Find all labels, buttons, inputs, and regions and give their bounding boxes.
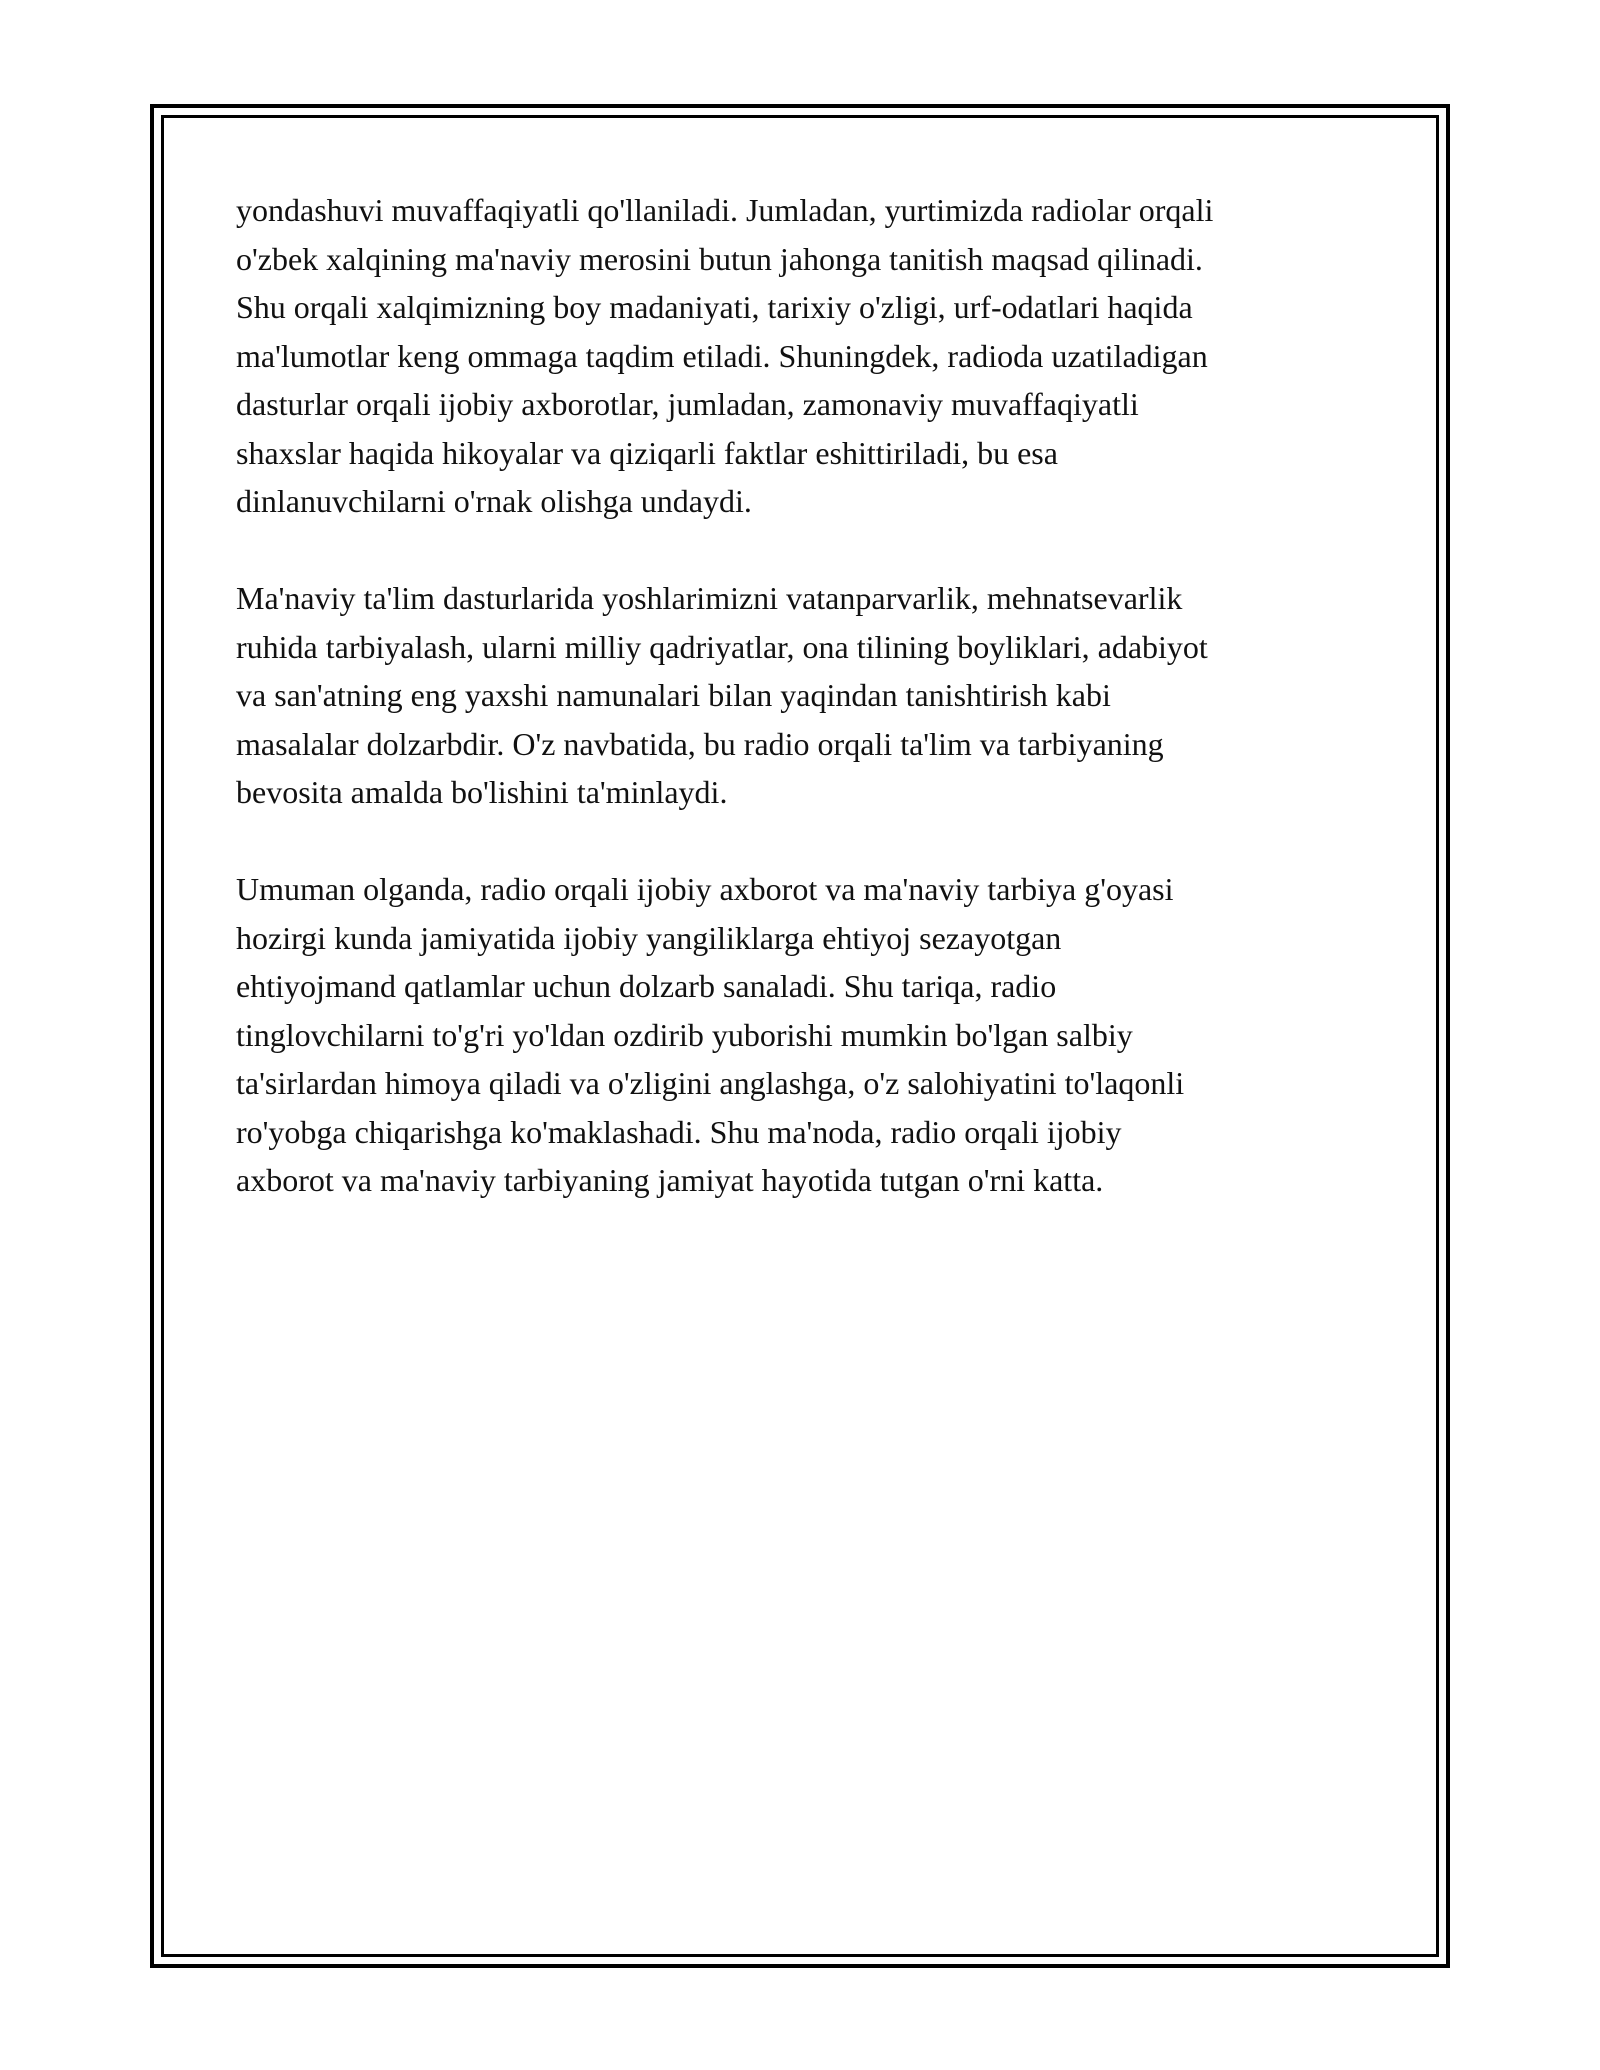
text-line: Ma'naviy ta'lim dasturlarida yoshlarimizni vatanparvarlik, mehnatsevarlik [236,580,1183,616]
paragraph-1 [236,186,1366,526]
text-line: hozirgi kunda jamiyatida ijobiy yangiliklarga ehtiyoj sezayotgan [236,919,1062,956]
text-line: bevosita amalda bo'lishini ta'minlaydi. [236,774,728,810]
text-line: o'zbek xalqining ma'naviy merosini butun jahonga tanitish maqsad qilinadi. [236,240,1203,277]
text-line: axborot va ma'naviy tarbiyaning jamiyat hayotida tutgan o'rni katta. [236,1162,1104,1198]
text-line: ruhida tarbiyalash, ularni milliy qadriyatlar, ona tilining boyliklari, adabiyot [236,628,1208,665]
text-line: Umuman olganda, radio orqali ijobiy axborot va ma'naviy tarbiya g'oyasi [236,871,1174,907]
text-line: tinglovchilarni to'g'ri yo'ldan ozdirib yuborishi mumkin bo'lgan salbiy [236,1016,1133,1053]
paragraph-2 [236,574,1366,817]
paragraph-3 [236,865,1366,1205]
text-line: ta'sirlardan himoya qiladi va o'zligini anglashga, o'z salohiyatini to'laqonli [236,1065,1185,1101]
text-line: va san'atning eng yaxshi namunalari bilan yaqindan tanishtirish kabi [236,677,1111,713]
text-line: shaxslar haqida hikoyalar va qiziqarli faktlar eshittiriladi, bu esa [236,434,1058,471]
text-line: ro'yobga chiqarishga ko'maklashadi. Shu ma'noda, radio orqali ijobiy [236,1113,1122,1150]
document-body [236,186,1366,1253]
text-line: masalalar dolzarbdir. O'z navbatida, bu radio orqali ta'lim va tarbiyaning [236,725,1164,762]
text-line: Shu orqali xalqimizning boy madaniyati, tarixiy o'zligi, urf-odatlari haqida [236,289,1193,325]
text-line: dinlanuvchilarni o'rnak olishga undaydi. [236,483,752,519]
text-line: dasturlar orqali ijobiy axborotlar, jumladan, zamonaviy muvaffaqiyatli [236,386,1139,422]
text-line: yondashuvi muvaffaqiyatli qo'llaniladi. Jumladan, yurtimizda radiolar orqali [236,192,1214,228]
text-line: ma'lumotlar keng ommaga taqdim etiladi. Shuningdek, radioda uzatiladigan [236,337,1208,374]
text-line: ehtiyojmand qatlamlar uchun dolzarb sanaladi. Shu tariqa, radio [236,968,1057,1004]
